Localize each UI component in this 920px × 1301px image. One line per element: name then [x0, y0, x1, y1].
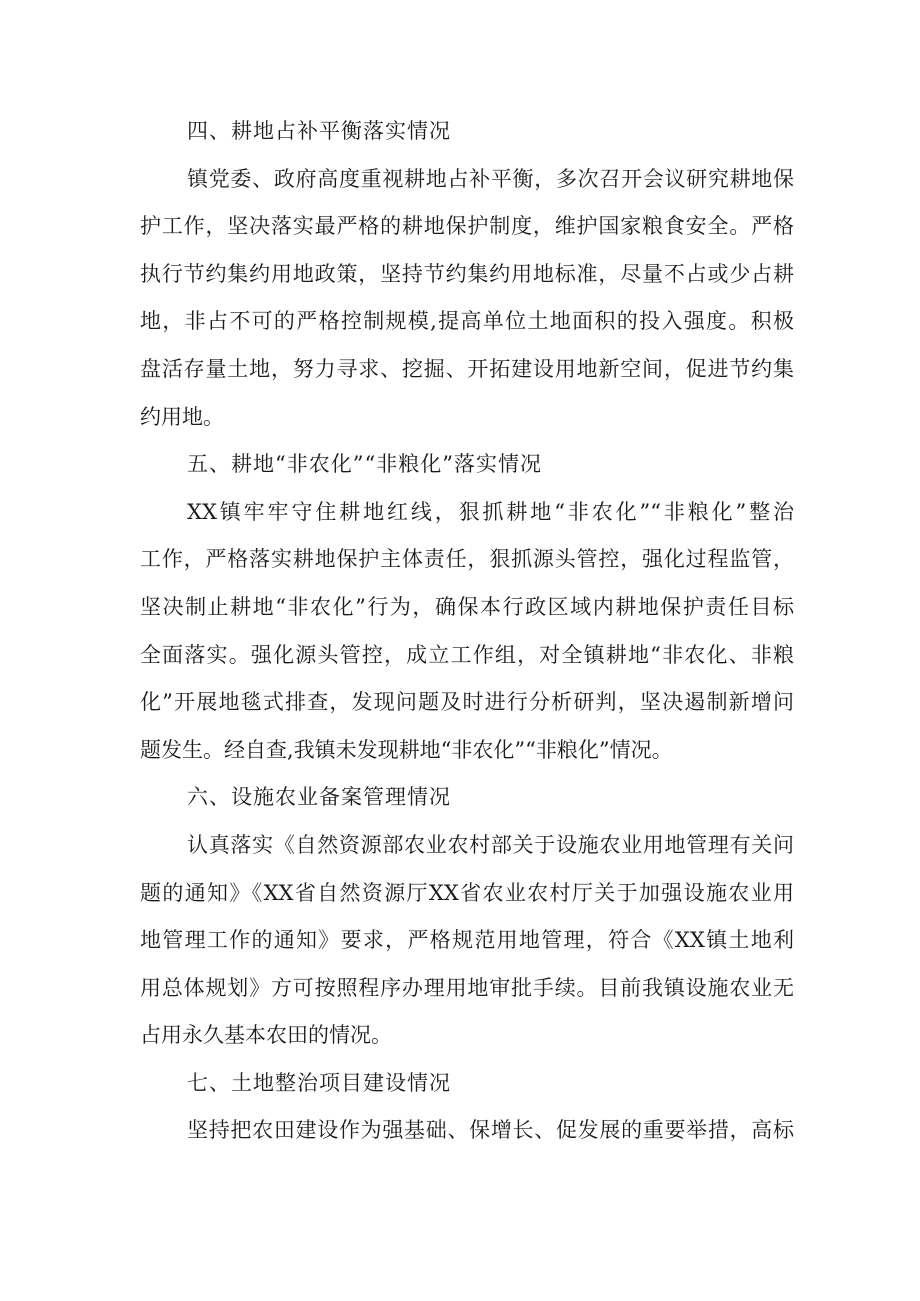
section-5: [140, 441, 794, 774]
paragraph-line: 题的通知》《XX省自然资源厅XX省农业农村厅关于加强设施农业用: [140, 880, 794, 905]
section-heading: 五、耕地“非农化”“非粮化”落实情况: [187, 452, 542, 477]
paragraph-line: 用总体规划》方可按照程序办理用地审批手续。目前我镇设施农业无: [140, 975, 794, 1000]
paragraph-line: 坚持把农田建设作为强基础、保增长、促发展的重要举措，高标: [187, 1118, 794, 1143]
paragraph-line: 工作，严格落实耕地保护主体责任，狠抓源头管控，强化过程监管，: [140, 547, 794, 572]
paragraph-line: 坚决制止耕地“非农化”行为，确保本行政区域内耕地保护责任目标: [140, 594, 794, 619]
paragraph-line: 化”开展地毯式排查，发现问题及时进行分析研判，坚决遏制新增问: [140, 690, 794, 715]
document-page: [140, 108, 794, 1155]
section-4: [140, 108, 794, 441]
paragraph-line: 认真落实《自然资源部农业农村部关于设施农业用地管理有关问: [187, 832, 794, 857]
paragraph-line: 镇党委、政府高度重视耕地占补平衡，多次召开会议研究耕地保: [187, 166, 794, 191]
paragraph-line: 护工作，坚决落实最严格的耕地保护制度，维护国家粮食安全。严格: [140, 214, 794, 239]
paragraph-line: 执行节约集约用地政策，坚持节约集约用地标准，尽量不占或少占耕: [140, 261, 794, 286]
section-heading: 七、土地整治项目建设情况: [187, 1070, 451, 1095]
paragraph-line: XX镇牢牢守住耕地红线，狠抓耕地“非农化”“非粮化”整治: [187, 499, 794, 524]
paragraph-line: 占用永久基本农田的情况。: [140, 1023, 392, 1048]
section-7: [140, 1060, 794, 1155]
section-heading: 四、耕地占补平衡落实情况: [187, 119, 451, 143]
paragraph-line: 全面落实。强化源头管控，成立工作组，对全镇耕地“非农化、非粮: [140, 642, 794, 667]
paragraph-line: 题发生。经自查,我镇未发现耕地“非农化”“非粮化”情况。: [140, 737, 673, 762]
section-6: [140, 774, 794, 1060]
paragraph-line: 地管理工作的通知》要求，严格规范用地管理，符合《XX镇土地利: [140, 928, 794, 953]
section-heading: 六、设施农业备案管理情况: [187, 785, 451, 810]
paragraph-line: 地，非占不可的严格控制规模,提高单位土地面积的投入强度。积极: [140, 309, 794, 334]
paragraph-line: 盘活存量土地，努力寻求、挖掘、开拓建设用地新空间，促进节约集: [140, 356, 794, 381]
paragraph-line: 约用地。: [140, 404, 224, 429]
